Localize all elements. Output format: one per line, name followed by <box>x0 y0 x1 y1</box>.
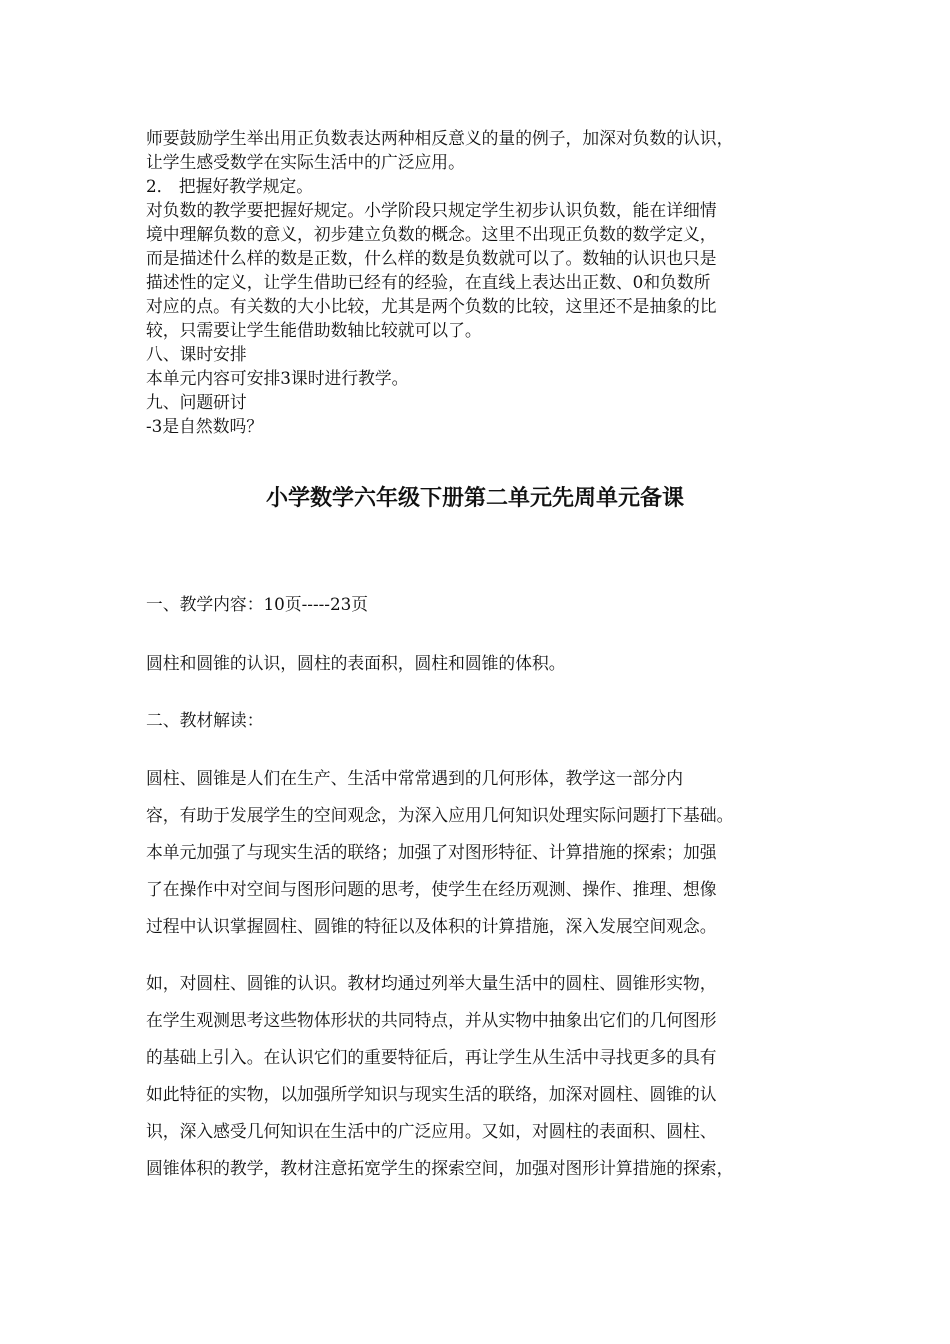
paragraph-line: 圆柱、圆锥是人们在生产、生活中常常遇到的几何形体，教学这一部分内 <box>146 768 684 788</box>
paragraph-line: 过程中认识掌握圆柱、圆锥的特征以及体积的计算措施，深入发展空间观念。 <box>146 916 717 936</box>
body-text-line: 而是描述什么样的数是正数，什么样的数是负数就可以了。数轴的认识也只是 <box>146 248 717 268</box>
section-heading-textbook-analysis: 二、教材解读： <box>146 710 264 730</box>
body-text-line: 对负数的教学要把握好规定。小学阶段只规定学生初步认识负数，能在详细情 <box>146 200 717 220</box>
paragraph-line: 如此特征的实物，以加强所学知识与现实生活的联络，加深对圆柱、圆锥的认 <box>146 1084 717 1104</box>
body-text-line: 师要鼓励学生举出用正负数表达两种相反意义的量的例子，加深对负数的认识， <box>146 128 734 148</box>
body-text-line: -3是自然数吗？ <box>146 416 264 436</box>
paragraph-line: 识，深入感受几何知识在生活中的广泛应用。又如，对圆柱的表面积、圆柱、 <box>146 1121 717 1141</box>
body-text-line: 本单元内容可安排3课时进行教学。 <box>146 368 409 388</box>
paragraph-line: 如，对圆柱、圆锥的认识。教材均通过列举大量生活中的圆柱、圆锥形实物， <box>146 973 717 993</box>
document-title: 小学数学六年级下册第二单元先周单元备课 <box>265 486 684 511</box>
section-heading: 九、问题研讨 <box>146 392 247 412</box>
paragraph-line: 本单元加强了与现实生活的联络；加强了对图形特征、计算措施的探索；加强 <box>146 842 717 862</box>
paragraph-line: 容，有助于发展学生的空间观念，为深入应用几何知识处理实际问题打下基础。 <box>146 805 734 825</box>
body-text-line: 对应的点。有关数的大小比较，尤其是两个负数的比较，这里还不是抽象的比 <box>146 296 717 316</box>
paragraph-line: 在学生观测思考这些物体形状的共同特点，并从实物中抽象出它们的几何图形 <box>146 1010 717 1030</box>
paragraph-line: 圆锥体积的教学，教材注意拓宽学生的探索空间，加强对图形计算措施的探索， <box>146 1158 734 1178</box>
body-text-line: 境中理解负数的意义，初步建立负数的概念。这里不出现正负数的数学定义， <box>146 224 717 244</box>
section-heading-teaching-content: 一、教学内容：10页-----23页 <box>146 594 369 614</box>
teaching-content-text: 圆柱和圆锥的认识，圆柱的表面积，圆柱和圆锥的体积。 <box>146 653 566 673</box>
paragraph-line: 的基础上引入。在认识它们的重要特征后，再让学生从生活中寻找更多的具有 <box>146 1047 717 1067</box>
section-heading: 八、课时安排 <box>146 344 247 364</box>
paragraph-line: 了在操作中对空间与图形问题的思考，使学生在经历观测、操作、推理、想像 <box>146 879 717 899</box>
body-text-line: 让学生感受数学在实际生活中的广泛应用。 <box>146 152 465 172</box>
body-text-line: 较，只需要让学生能借助数轴比较就可以了。 <box>146 320 482 340</box>
numbered-heading: 2． 把握好教学规定。 <box>146 176 314 196</box>
body-text-line: 描述性的定义，让学生借助已经有的经验，在直线上表达出正数、0和负数所 <box>146 272 711 292</box>
